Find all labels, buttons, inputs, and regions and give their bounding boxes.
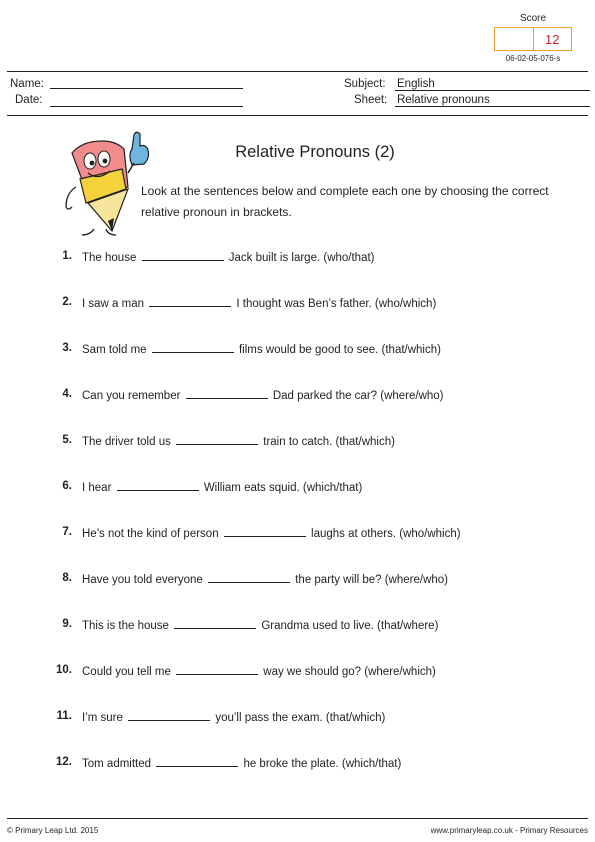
question-text-before: Sam told me [82,344,147,356]
question-text-after: you’ll pass the exam. (that/which) [215,712,386,724]
question-number: 12. [56,756,72,768]
header-bottom-rule [7,115,588,116]
sheet-code: 06-02-05-076-s [505,54,561,63]
question-text-before: This is the house [82,620,169,632]
subject-field[interactable]: English [395,78,590,91]
question-number: 7. [62,526,72,538]
question-number: 1. [62,250,72,262]
question-row [0,342,595,360]
question-text-after: he broke the plate. (which/that) [243,758,402,770]
question-text-before: The driver told us [82,436,171,448]
question-text-before: He’s not the kind of person [82,528,219,540]
answer-blank[interactable] [174,618,256,629]
question-text-before: I’m sure [82,712,123,724]
question-text-after: the party will be? (where/who) [295,574,448,586]
question-text-after: way we should go? (where/which) [263,666,436,678]
header-top-rule [7,71,588,72]
question-number: 2. [62,296,72,308]
score-input-cell[interactable] [495,28,534,50]
question-number: 11. [56,710,72,722]
answer-blank[interactable] [224,526,306,537]
instructions: Look at the sentences below and complete each one by choosing the correct relative pronoun in brackets. [141,184,549,219]
date-label: Date: [15,94,43,106]
answer-blank[interactable] [142,250,224,261]
answer-blank[interactable] [152,342,234,353]
score-value: 12 [545,31,560,47]
question-text-after: William eats squid. (which/that) [203,482,363,494]
question-number: 3. [62,342,72,354]
question-text-before: Have you told everyone [82,574,203,586]
question-text-after: Grandma used to live. (that/where) [261,620,439,632]
sheet-label: Sheet: [354,94,388,106]
question-text-after: Jack built is large. (who/that) [228,252,375,264]
question-row [0,250,595,268]
copyright: © Primary Leap Ltd. 2015 [7,826,99,835]
question-row [0,710,595,728]
question-text-before: I hear [82,482,112,494]
name-label: Name: [10,78,44,90]
question-number: 10. [56,664,72,676]
question-row [0,526,595,544]
name-field[interactable] [50,76,243,89]
score-box [494,27,572,51]
question-row [0,572,595,590]
question-number: 4. [62,388,72,400]
answer-blank[interactable] [176,664,258,675]
answer-blank[interactable] [176,434,258,445]
footer-rule [7,818,588,819]
question-row [0,434,595,452]
page-title: Relative Pronouns (2) [235,143,395,161]
question-text-before: I saw a man [82,298,144,310]
question-text-before: Tom admitted [82,758,152,770]
answer-blank[interactable] [149,296,231,307]
question-text-after: laughs at others. (who/which) [311,528,461,540]
answer-blank[interactable] [208,572,290,583]
answer-blank[interactable] [117,480,199,491]
question-row [0,618,595,636]
question-number: 9. [62,618,72,630]
question-row [0,664,595,682]
question-text-before: Can you remember [82,390,181,402]
question-text-after: films would be good to see. (that/which) [238,344,441,356]
footer-website: www.primaryleap.co.uk - Primary Resources [430,826,588,835]
question-number: 8. [62,572,72,584]
question-text-before: The house [82,252,137,264]
answer-blank[interactable] [156,756,238,767]
sheet-field[interactable]: Relative pronouns [395,94,590,107]
question-row [0,388,595,406]
question-number: 6. [62,480,72,492]
question-row [0,296,595,314]
question-row [0,756,595,774]
score-label: Score [519,13,547,24]
question-text-after: train to catch. (that/which) [263,436,395,448]
question-text-after: Dad parked the car? (where/who) [272,390,444,402]
question-row [0,480,595,498]
date-field[interactable] [50,94,243,107]
subject-label: Subject: [344,78,386,90]
answer-blank[interactable] [186,388,268,399]
question-number: 5. [62,434,72,446]
answer-blank[interactable] [128,710,210,721]
question-text-after: I thought was Ben’s father. (who/which) [236,298,437,310]
question-text-before: Could you tell me [82,666,171,678]
